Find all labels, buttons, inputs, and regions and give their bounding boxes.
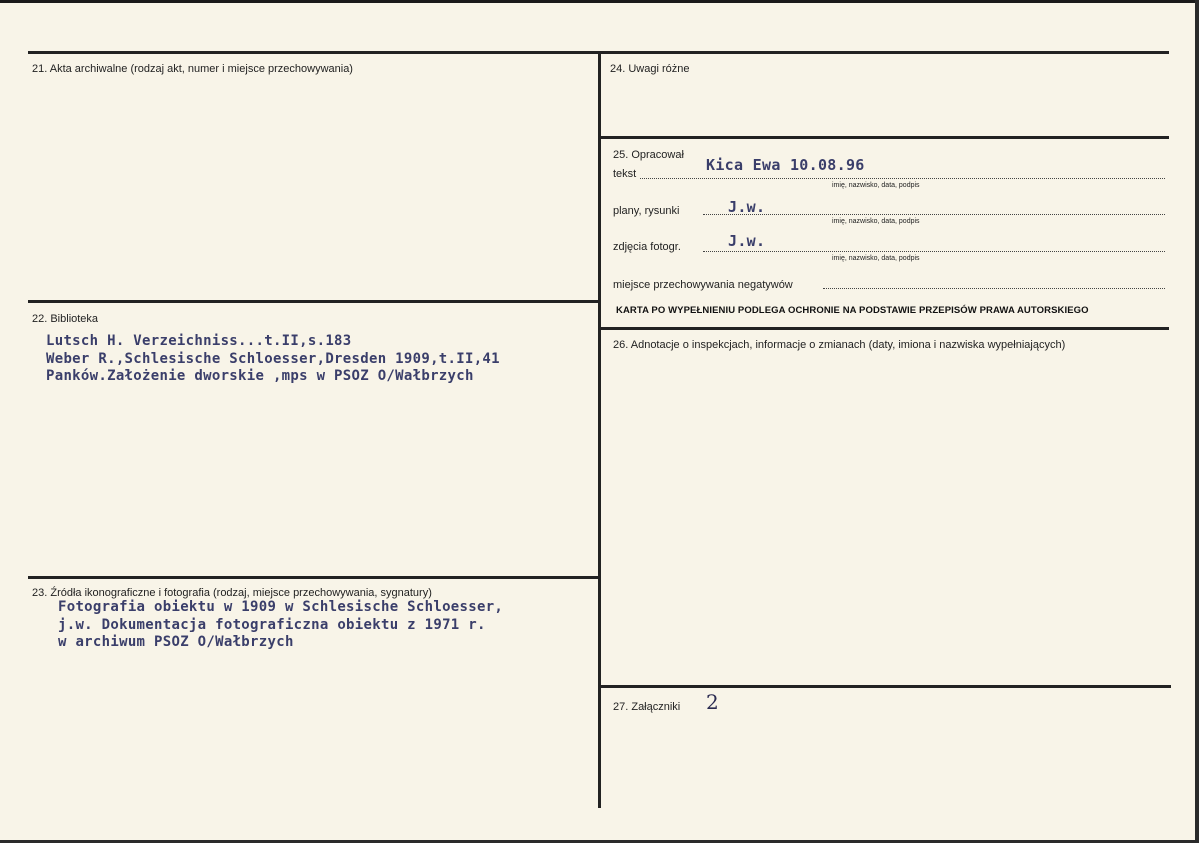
negatywy-dotted-line	[823, 288, 1165, 289]
section-26-label: 26. Adnotacje o inspekcjach, informacje o zmianach (daty, imiona i nazwiska wypełniających)	[613, 339, 1066, 351]
copyright-notice: KARTA PO WYPEŁNIENIU PODLEGA OCHRONIE NA PODSTAWIE PRZEPISÓW PRAWA AUTORSKIEGO	[616, 305, 1089, 316]
rule-right-25	[600, 136, 1169, 139]
rule-left-23	[28, 576, 600, 579]
card-edge-right	[1195, 0, 1199, 843]
section-25-label: 25. Opracował	[613, 149, 684, 161]
zdjecia-dotted-line	[703, 251, 1165, 252]
center-divider	[598, 51, 601, 808]
iconography-line: Fotografia obiektu w 1909 w Schlesische Schloesser,	[58, 599, 504, 615]
bibliography-line: Lutsch H. Verzeichniss...t.II,s.183	[46, 333, 352, 349]
negatywy-label: miejsce przechowywania negatywów	[613, 279, 793, 291]
plany-value: J.w.	[728, 198, 766, 216]
tekst-label: tekst	[613, 168, 637, 180]
section-21-label: 21. Akta archiwalne (rodzaj akt, numer i miejsce przechowywania)	[32, 63, 353, 75]
bibliography-line: Panków.Założenie dworskie ,mps w PSOZ O/Wałbrzych	[46, 368, 474, 384]
section-27-label: 27. Załączniki	[613, 701, 681, 713]
rule-right-27	[600, 685, 1171, 688]
plany-dotted-line	[703, 214, 1165, 215]
iconography-line: j.w. Dokumentacja fotograficzna obiektu z 1971 r.	[58, 616, 486, 633]
plany-caption: imię, nazwisko, data, podpis	[832, 218, 920, 225]
section-23-label: 23. Źródła ikonograficzne i fotografia (rodzaj, miejsce przechowywania, sygnatury)	[32, 587, 432, 599]
iconography-line: w archiwum PSOZ O/Wałbrzych	[58, 634, 294, 650]
zdjecia-value: J.w.	[728, 232, 766, 250]
section-23-entries	[58, 599, 503, 652]
zdjecia-label: zdjęcia fotogr.	[613, 241, 681, 253]
tekst-dotted-line	[640, 178, 1165, 179]
section-22-entries	[46, 333, 500, 386]
plany-label: plany, rysunki	[613, 205, 680, 217]
rule-left-22	[28, 300, 600, 303]
attachments-count: 2	[706, 690, 719, 714]
tekst-caption: imię, nazwisko, data, podpis	[832, 182, 920, 189]
rule-right-26	[600, 327, 1169, 330]
section-22-label: 22. Biblioteka	[32, 313, 99, 325]
bibliography-line: Weber R.,Schlesische Schloesser,Dresden 1909,t.II,41	[46, 350, 500, 367]
tekst-value: Kica Ewa 10.08.96	[706, 156, 865, 174]
zdjecia-caption: imię, nazwisko, data, podpis	[832, 255, 920, 262]
section-24-label: 24. Uwagi różne	[610, 63, 690, 75]
